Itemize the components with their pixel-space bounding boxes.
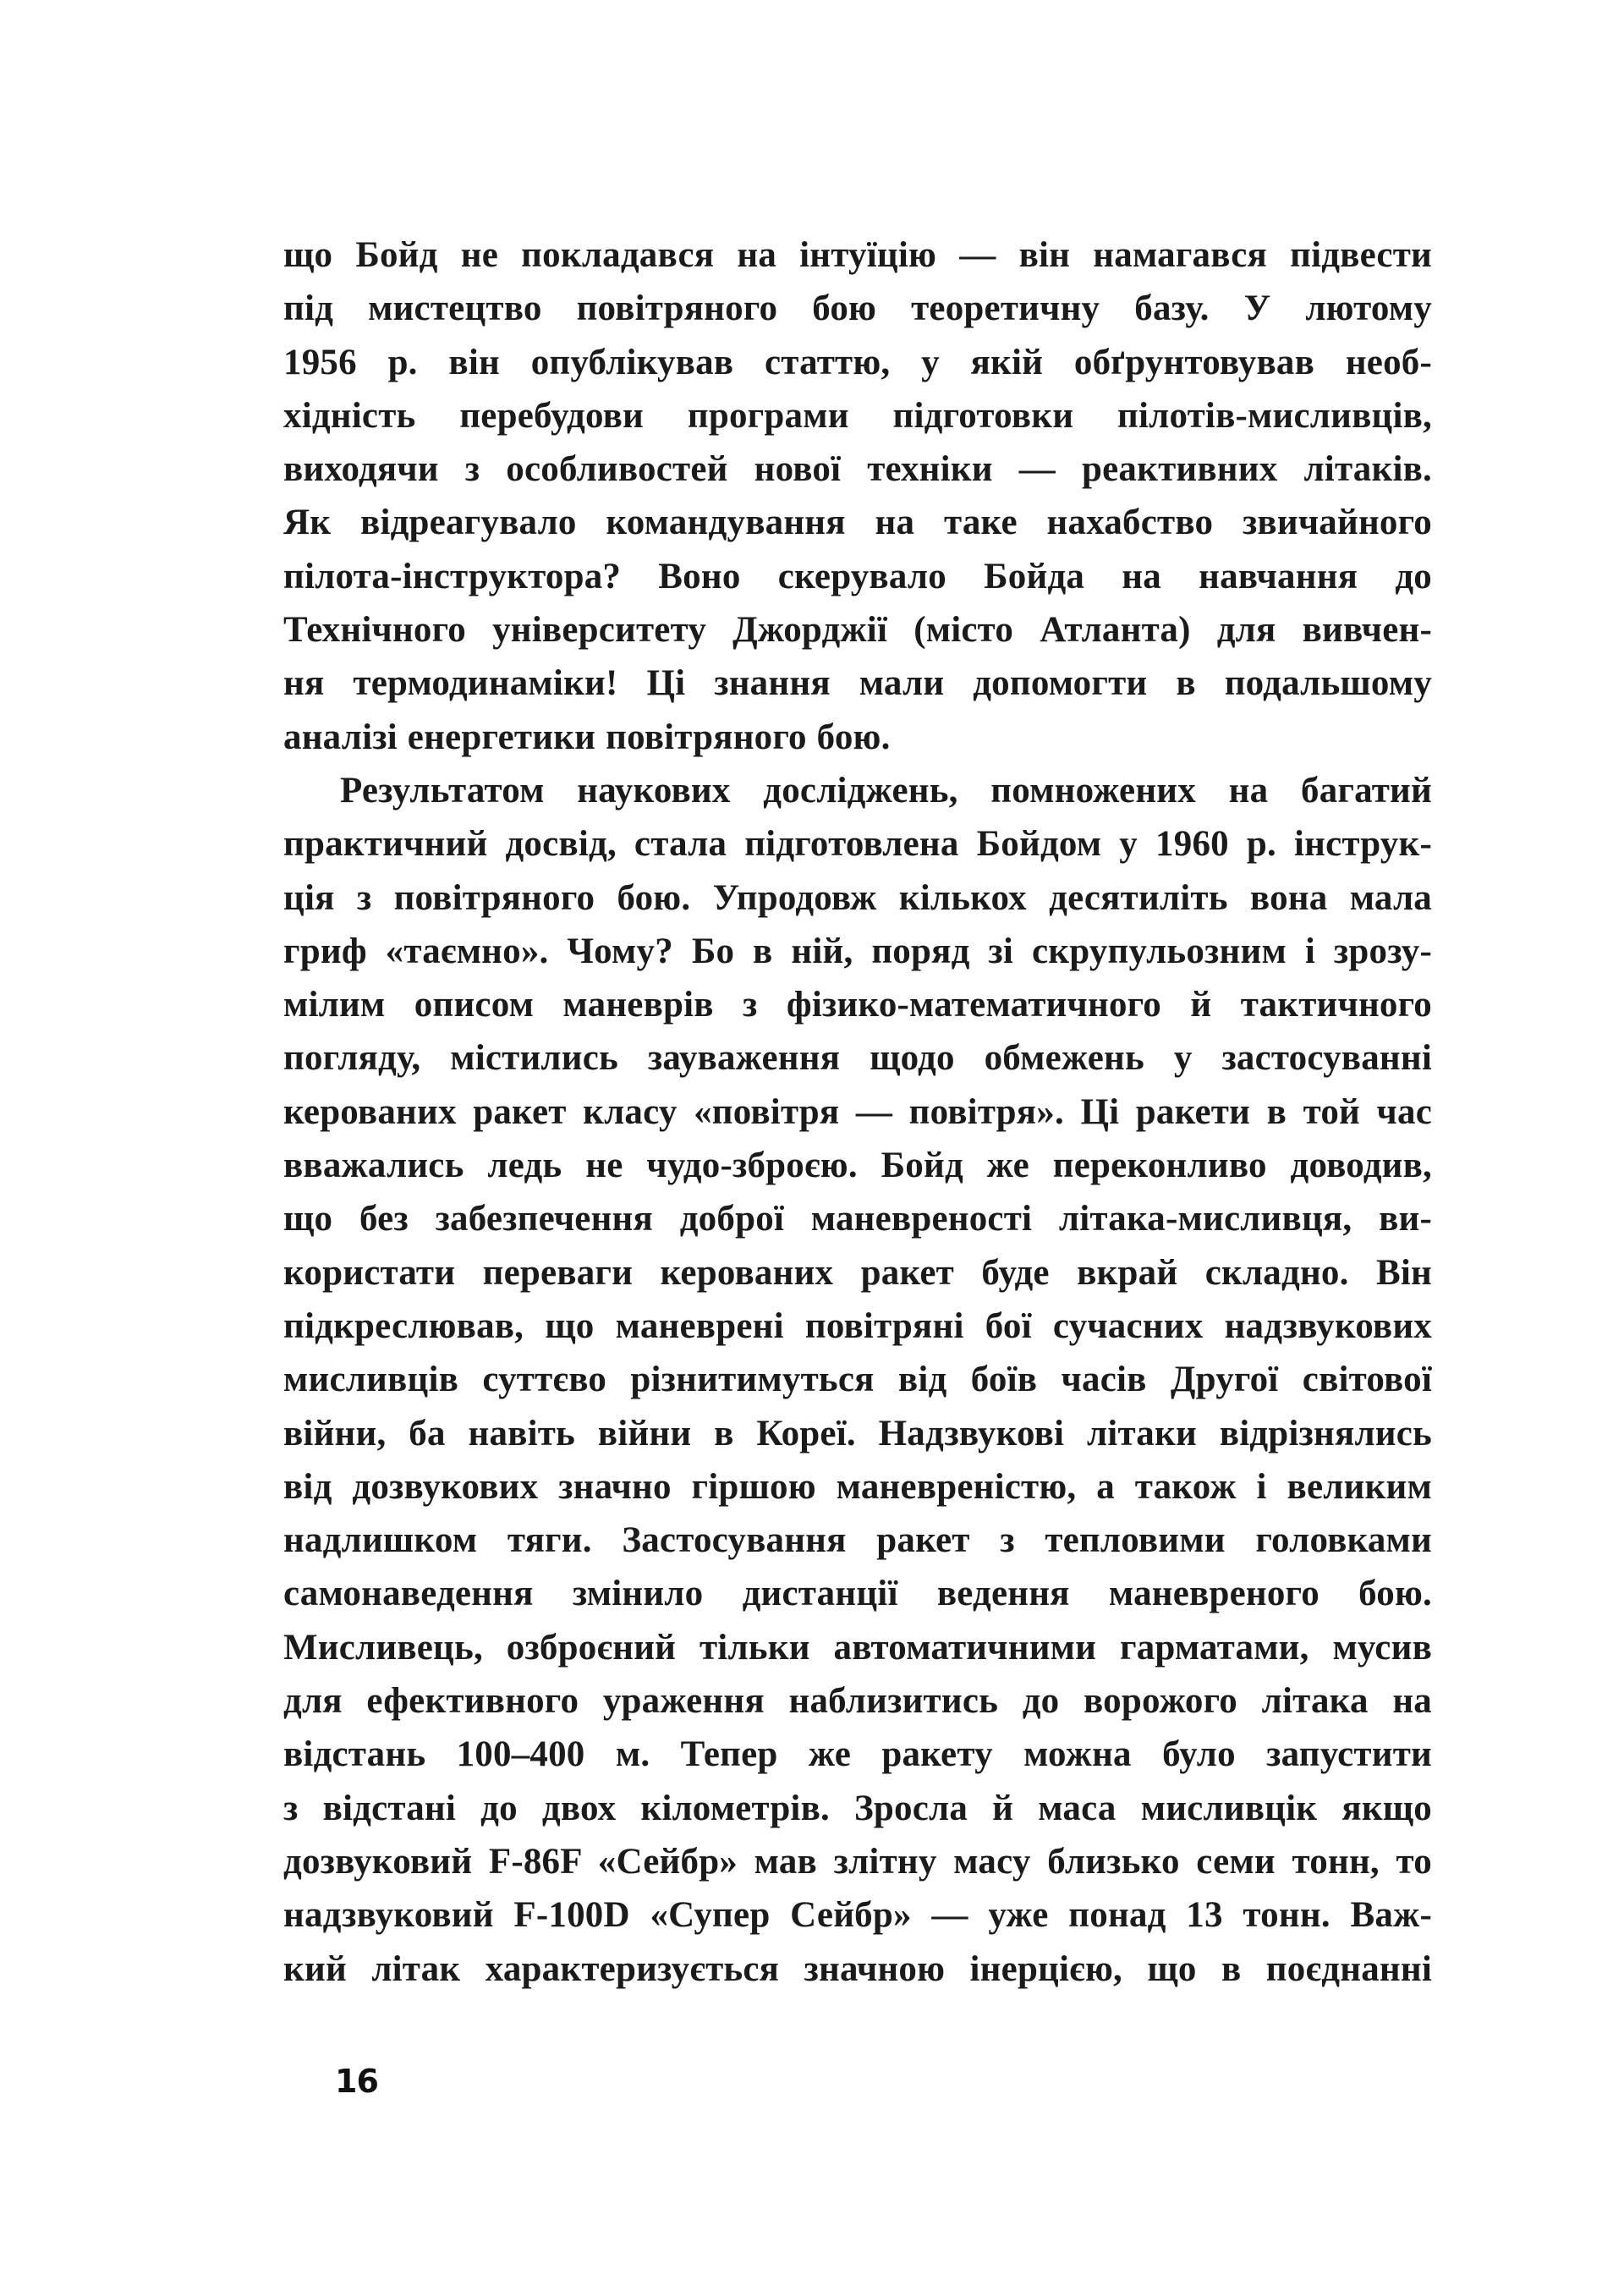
text-line: ня термодинаміки! Ці знання мали допомогти в подальшому [283, 663, 1432, 704]
text-line: виходячи з особливостей нової техніки — реактивних літаків. [283, 449, 1432, 490]
text-line: відстань 100–400 м. Тепер же ракету можна було запустити [283, 1734, 1432, 1775]
text-line: від дозвукових значно гіршою маневреністю, а також і великим [283, 1466, 1432, 1507]
text-line: ція з повітряного бою. Упродовж кількох десятиліть вона мала [283, 877, 1432, 918]
text-line: пілота-інструктора? Воно скерувало Бойда на навчання до [283, 556, 1432, 596]
body-text [283, 232, 1432, 1999]
text-line: 1956 р. він опублікував статтю, у якій обґрунтовував необ- [283, 342, 1432, 382]
text-line: надзвуковий F-100D «Супер Сейбр» — уже понад 13 тонн. Важ- [283, 1895, 1432, 1936]
text-line: аналізі енергетики повітряного бою. [283, 717, 891, 757]
text-line: під мистецтво повітряного бою теоретичну базу. У лютому [283, 288, 1432, 329]
text-line: з відстані до двох кілометрів. Зросла й маса мисливцік якщо [283, 1788, 1432, 1828]
text-line: гриф «таємно». Чому? Бо в ній, поряд зі скрупульозним і зрозу- [283, 931, 1432, 971]
text-line: Як відреагувало командування на таке нахабство звичайного [283, 503, 1432, 543]
text-line: керованих ракет класу «повітря — повітря». Ці ракети в той час [283, 1091, 1432, 1132]
text-line: війни, ба навіть війни в Кореї. Надзвукові літаки відрізнялись [283, 1413, 1432, 1453]
text-line: Результатом наукових досліджень, помножених на багатий [340, 770, 1432, 811]
text-line: Технічного університету Джорджії (місто Атланта) для вивчен- [283, 610, 1432, 651]
text-line: надлишком тяги. Застосування ракет з тепловими головками [283, 1520, 1432, 1561]
text-line: погляду, містились зауваження щодо обмежень у застосуванні [283, 1038, 1432, 1079]
text-line: підкреслював, що маневрені повітряні бої сучасних надзвукових [283, 1305, 1432, 1346]
text-line: кий літак характеризується значною інерцією, що в поєднанні [283, 1948, 1432, 1989]
text-line: самонаведення змінило дистанції ведення маневреного бою. [283, 1574, 1432, 1614]
text-line: для ефективного ураження наблизитись до ворожого літака на [283, 1681, 1432, 1722]
text-line: що без забезпечення доброї маневреності літака-мисливця, ви- [283, 1199, 1432, 1239]
text-line: що Бойд не покладався на інтуїцію — він намагався підвести [283, 235, 1432, 275]
text-line: практичний досвід, стала підготовлена Бойдом у 1960 р. інструк- [283, 824, 1432, 865]
text-line: мисливців суттєво різнитимуться від боїв часів Другої світової [283, 1360, 1432, 1400]
text-line: хідність перебудови програми підготовки пілотів-мисливців, [283, 395, 1432, 436]
page-number: 16 [335, 2063, 378, 2100]
text-line: дозвуковий F-86F «Сейбр» мав злітну масу близько семи тонн, то [283, 1841, 1432, 1882]
text-line: мілим описом маневрів з фізико-математичного й тактичного [283, 985, 1432, 1025]
text-line: вважались ледь не чудо-зброєю. Бойд же переконливо доводив, [283, 1146, 1432, 1186]
text-line: користати переваги керованих ракет буде вкрай складно. Він [283, 1252, 1432, 1293]
text-line: Мисливець, озброєний тільки автоматичними гарматами, мусив [283, 1627, 1432, 1668]
